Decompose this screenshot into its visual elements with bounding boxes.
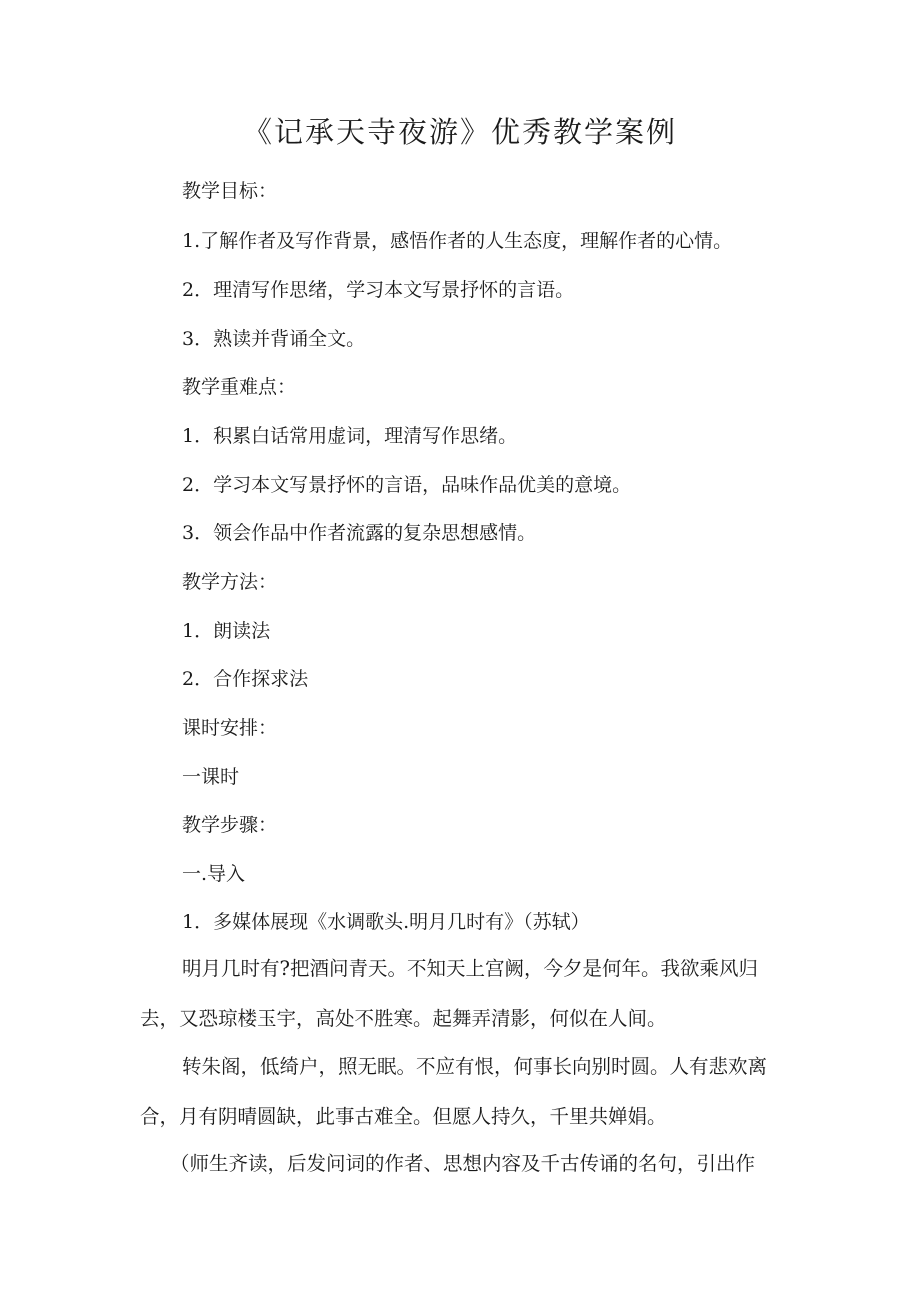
objective-item-3: 3．熟读并背诵全文。 <box>182 328 366 350</box>
teaching-note-paragraph: （师生齐读，后发问词的作者、思想内容及千古传诵的名句，引出作 <box>170 1152 756 1175</box>
poem-paragraph-1: 明月几时有?把酒问青天。不知天上宫阙，今夕是何年。我欲乘风归去，又恐琼楼玉宇，高处不胜寒。起舞弄清影，何似在人间。 <box>140 957 758 1030</box>
objective-item-2: 2．理清写作思绪，学习本文写景抒怀的言语。 <box>182 279 575 301</box>
section-heading-methods: 教学方法： <box>182 571 278 593</box>
key-point-item-3: 3．领会作品中作者流露的复杂思想感情。 <box>182 522 537 544</box>
poem-paragraph-2: 转朱阁，低绮户，照无眠。不应有恨，何事长向别时圆。人有悲欢离合，月有阴晴圆缺，此事古难全。但愿人持久，千里共婵娟。 <box>140 1055 768 1128</box>
section-heading-key-points: 教学重难点： <box>182 376 297 398</box>
key-point-item-2: 2．学习本文写景抒怀的言语，品味作品优美的意境。 <box>182 474 632 496</box>
schedule-value: 一课时 <box>182 766 240 788</box>
method-item-2: 2．合作探求法 <box>182 668 309 690</box>
method-item-1: 1．朗读法 <box>182 620 271 642</box>
section-heading-objectives: 教学目标： <box>182 180 278 202</box>
objective-item-1: 1.了解作者及写作背景，感悟作者的人生态度，理解作者的心情。 <box>182 230 733 252</box>
step-heading-intro: 一.导入 <box>182 863 246 885</box>
section-heading-schedule: 课时安排： <box>182 717 278 739</box>
step-item-1: 1．多媒体展现《水调歌头.明月几时有》（苏轼） <box>182 911 590 933</box>
key-point-item-1: 1．积累白话常用虚词，理清写作思绪。 <box>182 425 518 447</box>
document-title: 《记承天寺夜游》优秀教学案例 <box>242 115 677 149</box>
section-heading-steps: 教学步骤： <box>182 814 278 836</box>
